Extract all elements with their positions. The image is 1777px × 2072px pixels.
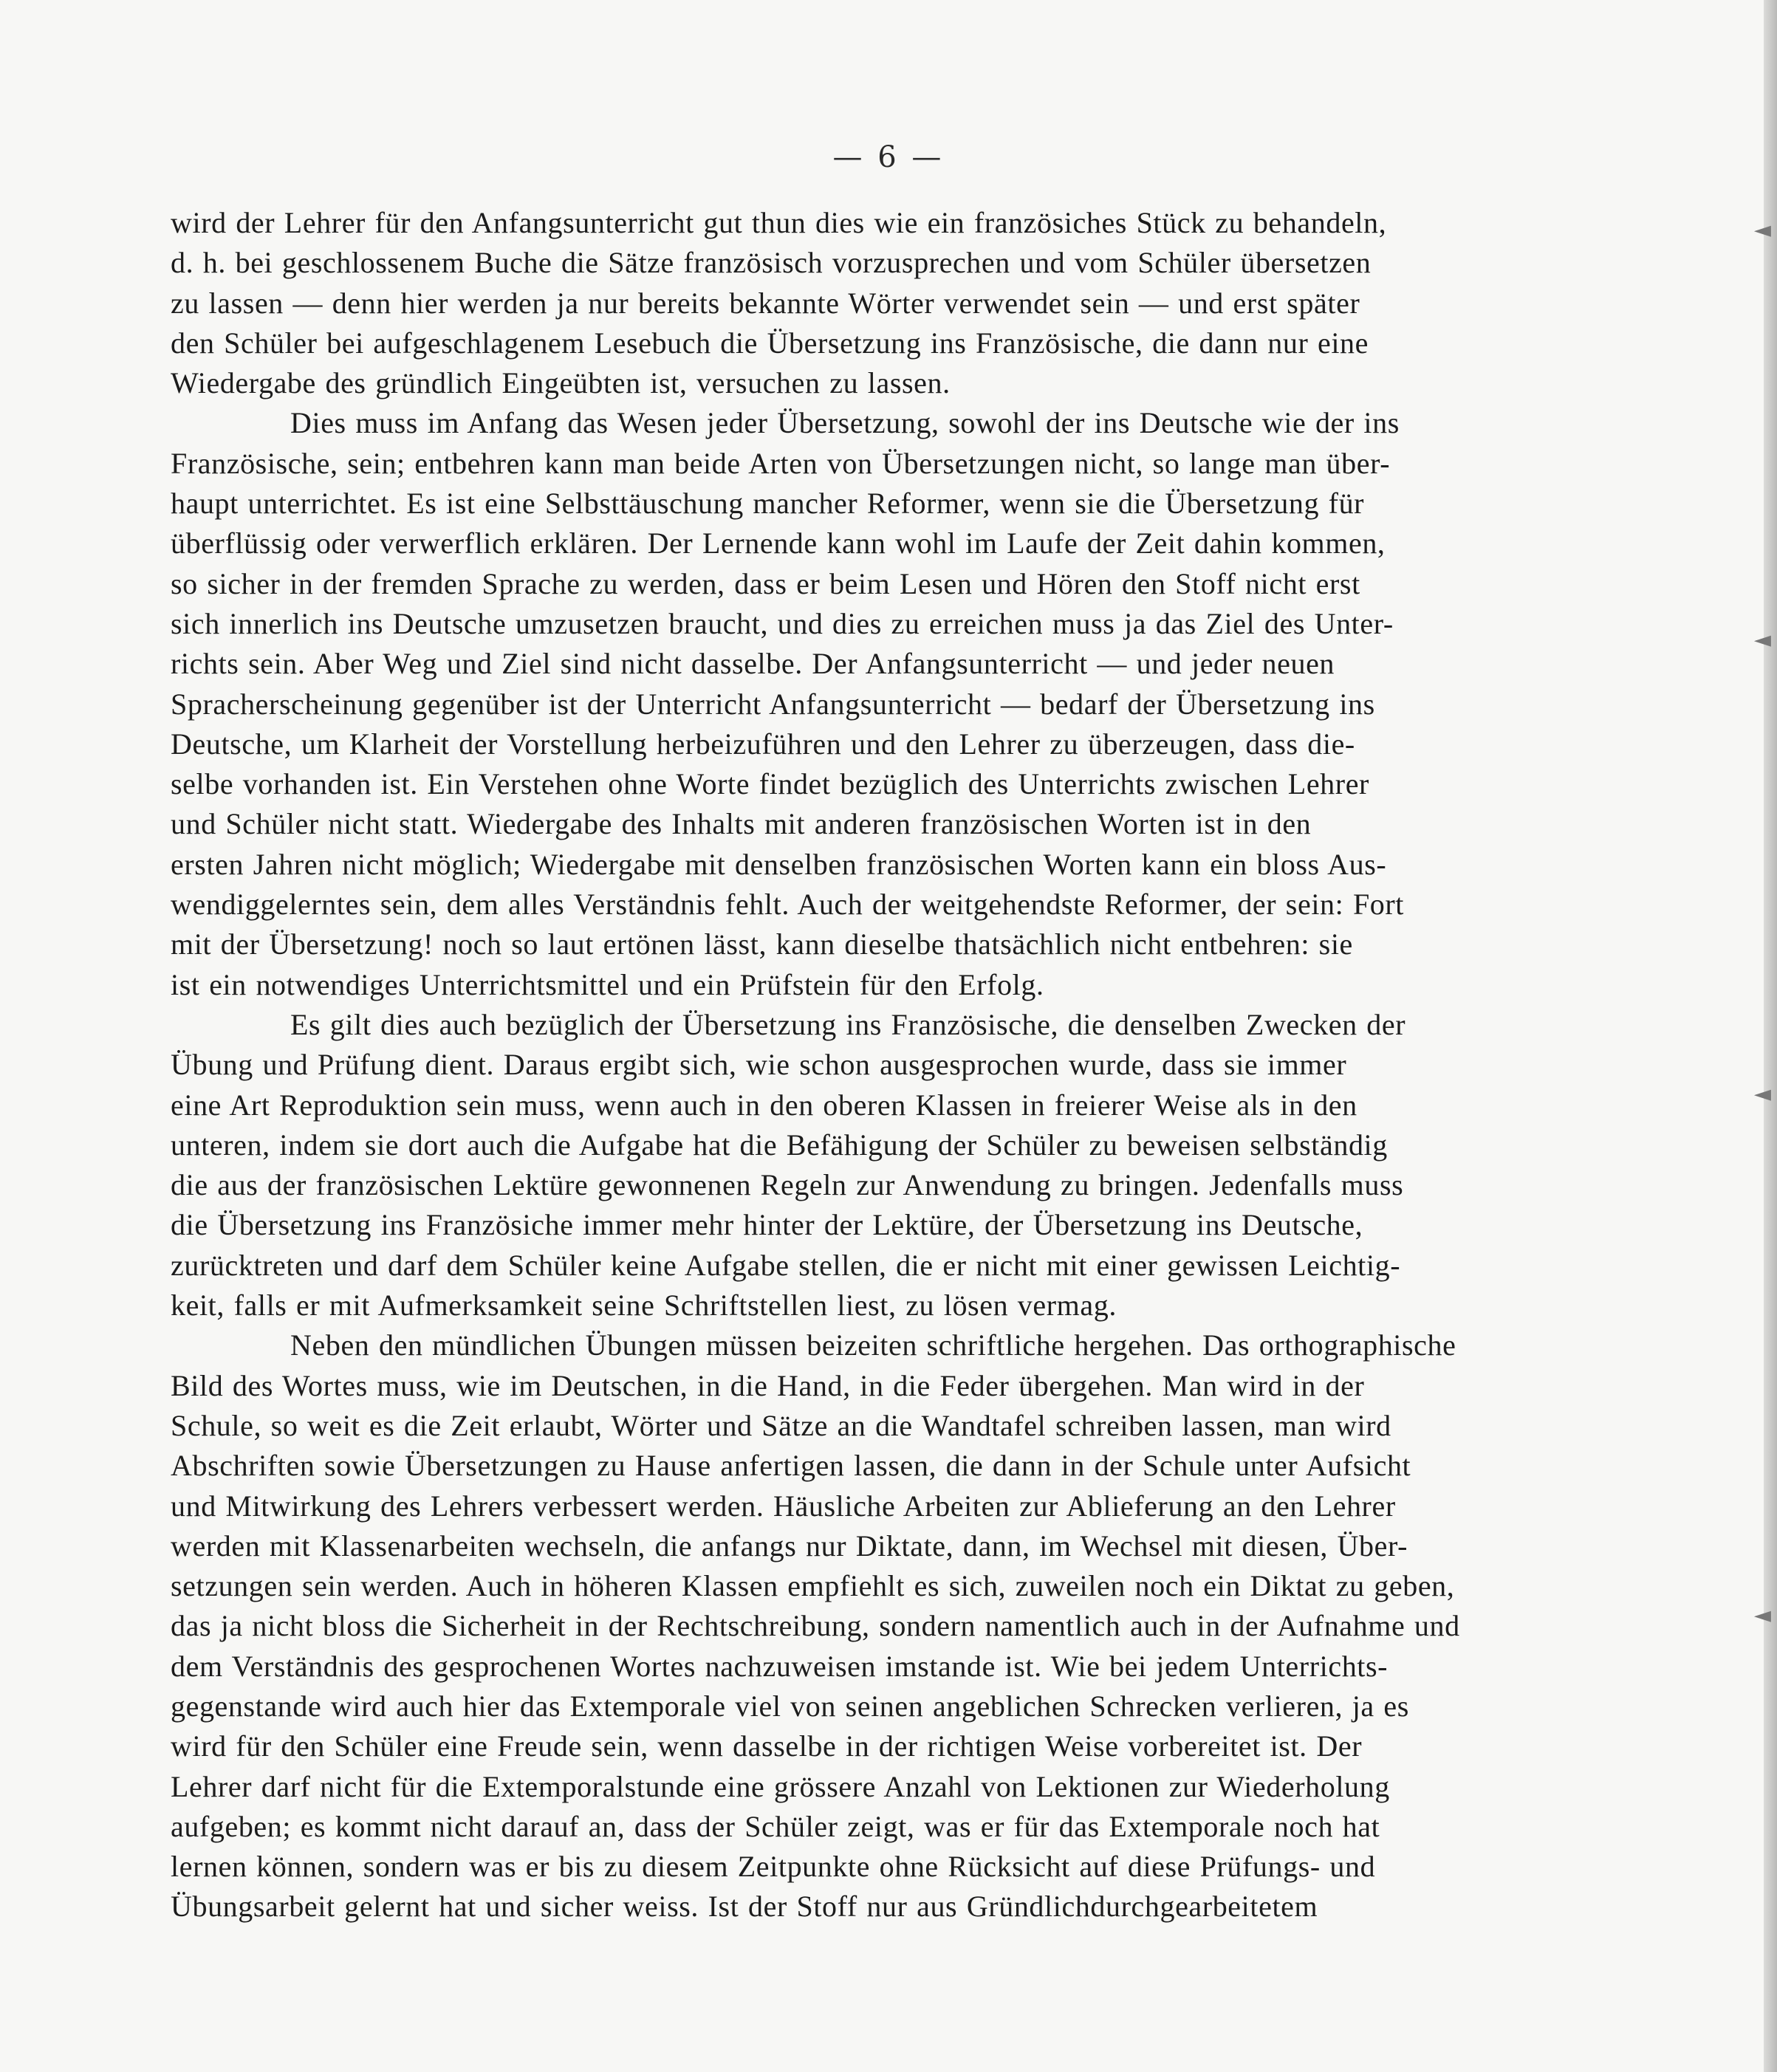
text-line: zu lassen — denn hier werden ja nur bereits bekannte Wörter verwendet sein — und erst später — [171, 286, 1360, 320]
text-line: eine Art Reproduktion sein muss, wenn auch in den oberen Klassen in freierer Weise als in den — [171, 1088, 1357, 1122]
page-number: — 6 — — [832, 140, 945, 174]
margin-mark-icon: ◄ — [1753, 1602, 1771, 1628]
text-line: Wiedergabe des gründlich Eingeübten ist, versuchen zu lassen. — [171, 366, 951, 400]
text-line: Dies muss im Anfang das Wesen jeder Übersetzung, sowohl der ins Deutsche wie der ins — [290, 406, 1400, 440]
text-line: gegenstande wird auch hier das Extemporale viel von seinen angeblichen Schrecken verlieren, ja es — [171, 1689, 1409, 1723]
text-line: keit, falls er mit Aufmerksamkeit seine Schriftstellen liest, zu lösen vermag. — [171, 1289, 1117, 1323]
text-line: wendiggelerntes sein, dem alles Verständnis fehlt. Auch der weitgehendste Reformer, der sein: Fort — [171, 888, 1405, 922]
text-line: Deutsche, um Klarheit der Vorstellung herbeizuführen und den Lehrer zu überzeugen, dass die- — [171, 727, 1355, 761]
text-line: ist ein notwendiges Unterrichtsmittel und ein Prüfstein für den Erfolg. — [171, 967, 1044, 1001]
text-line: Neben den mündlichen Übungen müssen beizeiten schriftliche hergehen. Das orthographische — [290, 1328, 1456, 1362]
text-line: die Übersetzung ins Französiche immer mehr hinter der Lektüre, der Übersetzung ins Deutsche, — [171, 1208, 1363, 1242]
text-line: mit der Übersetzung! noch so laut ertönen lässt, kann dieselbe thatsächlich nicht entbehren: sie — [171, 927, 1353, 961]
text-line: ersten Jahren nicht möglich; Wiedergabe mit denselben französischen Worten kann ein bloss Aus- — [171, 847, 1387, 881]
text-line: Lehrer darf nicht für die Extemporalstunde eine grössere Anzahl von Lektionen zur Wiederholung — [171, 1769, 1390, 1803]
text-line: und Schüler nicht statt. Wiedergabe des Inhalts mit anderen französischen Worten ist in den — [171, 807, 1312, 841]
text-line: den Schüler bei aufgeschlagenem Lesebuch die Übersetzung ins Französische, die dann nur eine — [171, 326, 1369, 360]
text-line: sich innerlich ins Deutsche umzusetzen braucht, und dies zu erreichen muss ja das Ziel des Unter- — [171, 606, 1394, 640]
text-line: wird der Lehrer für den Anfangsunterricht gut thun dies wie ein französiches Stück zu behandeln, — [171, 206, 1387, 239]
text-line: die aus der französischen Lektüre gewonnenen Regeln zur Anwendung zu bringen. Jedenfalls muss — [171, 1168, 1404, 1202]
body-text — [171, 203, 1603, 1927]
text-line: so sicher in der fremden Sprache zu werden, dass er beim Lesen und Hören den Stoff nicht erst — [171, 566, 1360, 600]
text-line: Übungsarbeit gelernt hat und sicher weiss. Ist der Stoff nur aus Gründlichdurchgearbeitetem — [171, 1890, 1318, 1924]
margin-mark-icon: ◄ — [1753, 217, 1771, 243]
text-line: werden mit Klassenarbeiten wechseln, die anfangs nur Diktate, dann, im Wechsel mit diesen, Über- — [171, 1529, 1408, 1562]
text-line: Es gilt dies auch bezüglich der Übersetzung ins Französische, die denselben Zwecken der — [290, 1007, 1406, 1041]
text-line: Französische, sein; entbehren kann man beide Arten von Übersetzungen nicht, so lange man über- — [171, 446, 1391, 480]
text-line: Übung und Prüfung dient. Daraus ergibt sich, wie schon ausgesprochen wurde, dass sie immer — [171, 1048, 1347, 1082]
text-line: Spracherscheinung gegenüber ist der Unterricht Anfangsunterricht — bedarf der Übersetzung ins — [171, 687, 1375, 721]
text-line: überflüssig oder verwerflich erklären. Der Lernende kann wohl im Laufe der Zeit dahin kommen, — [171, 526, 1386, 560]
text-line: Abschriften sowie Übersetzungen zu Hause anfertigen lassen, die dann in der Schule unter Aufsicht — [171, 1449, 1411, 1483]
text-line: Bild des Wortes muss, wie im Deutschen, in die Hand, in die Feder übergehen. Man wird in der — [171, 1368, 1365, 1402]
margin-mark-icon: ◄ — [1753, 627, 1771, 653]
text-line: richts sein. Aber Weg und Ziel sind nicht dasselbe. Der Anfangsunterricht — und jeder neuen — [171, 647, 1335, 681]
page-edge-shadow — [1764, 0, 1777, 2072]
text-line: aufgeben; es kommt nicht darauf an, dass der Schüler zeigt, was er für das Extemporale noch hat — [171, 1809, 1380, 1843]
text-line: wird für den Schüler eine Freude sein, wenn dasselbe in der richtigen Weise vorbereitet ist. Der — [171, 1729, 1363, 1763]
text-line: Schule, so weit es die Zeit erlaubt, Wörter und Sätze an die Wandtafel schreiben lassen, man wird — [171, 1408, 1391, 1442]
text-line: und Mitwirkung des Lehrers verbessert werden. Häusliche Arbeiten zur Ablieferung an den Lehrer — [171, 1489, 1396, 1523]
text-line: das ja nicht bloss die Sicherheit in der Rechtschreibung, sondern namentlich auch in der Aufnahme und — [171, 1609, 1460, 1643]
text-line: unteren, indem sie dort auch die Aufgabe hat die Befähigung der Schüler zu beweisen selbständig — [171, 1128, 1388, 1162]
text-line: d. h. bei geschlossenem Buche die Sätze französisch vorzusprechen und vom Schüler übersetzen — [171, 246, 1372, 280]
margin-mark-icon: ◄ — [1753, 1081, 1771, 1107]
text-line: zurücktreten und darf dem Schüler keine Aufgabe stellen, die er nicht mit einer gewissen Leichtig- — [171, 1248, 1401, 1282]
text-line: setzungen sein werden. Auch in höheren Klassen empfiehlt es sich, zuweilen noch ein Diktat zu geben, — [171, 1569, 1455, 1603]
text-line: selbe vorhanden ist. Ein Verstehen ohne Worte findet bezüglich des Unterrichts zwischen Lehrer — [171, 767, 1369, 801]
text-line: dem Verständnis des gesprochenen Wortes nachzuweisen imstande ist. Wie bei jedem Unterrichts- — [171, 1649, 1389, 1683]
text-line: lernen können, sondern was er bis zu diesem Zeitpunkte ohne Rücksicht auf diese Prüfungs- und — [171, 1850, 1376, 1884]
text-line: haupt unterrichtet. Es ist eine Selbsttäuschung mancher Reformer, wenn sie die Übersetzung für — [171, 487, 1365, 521]
